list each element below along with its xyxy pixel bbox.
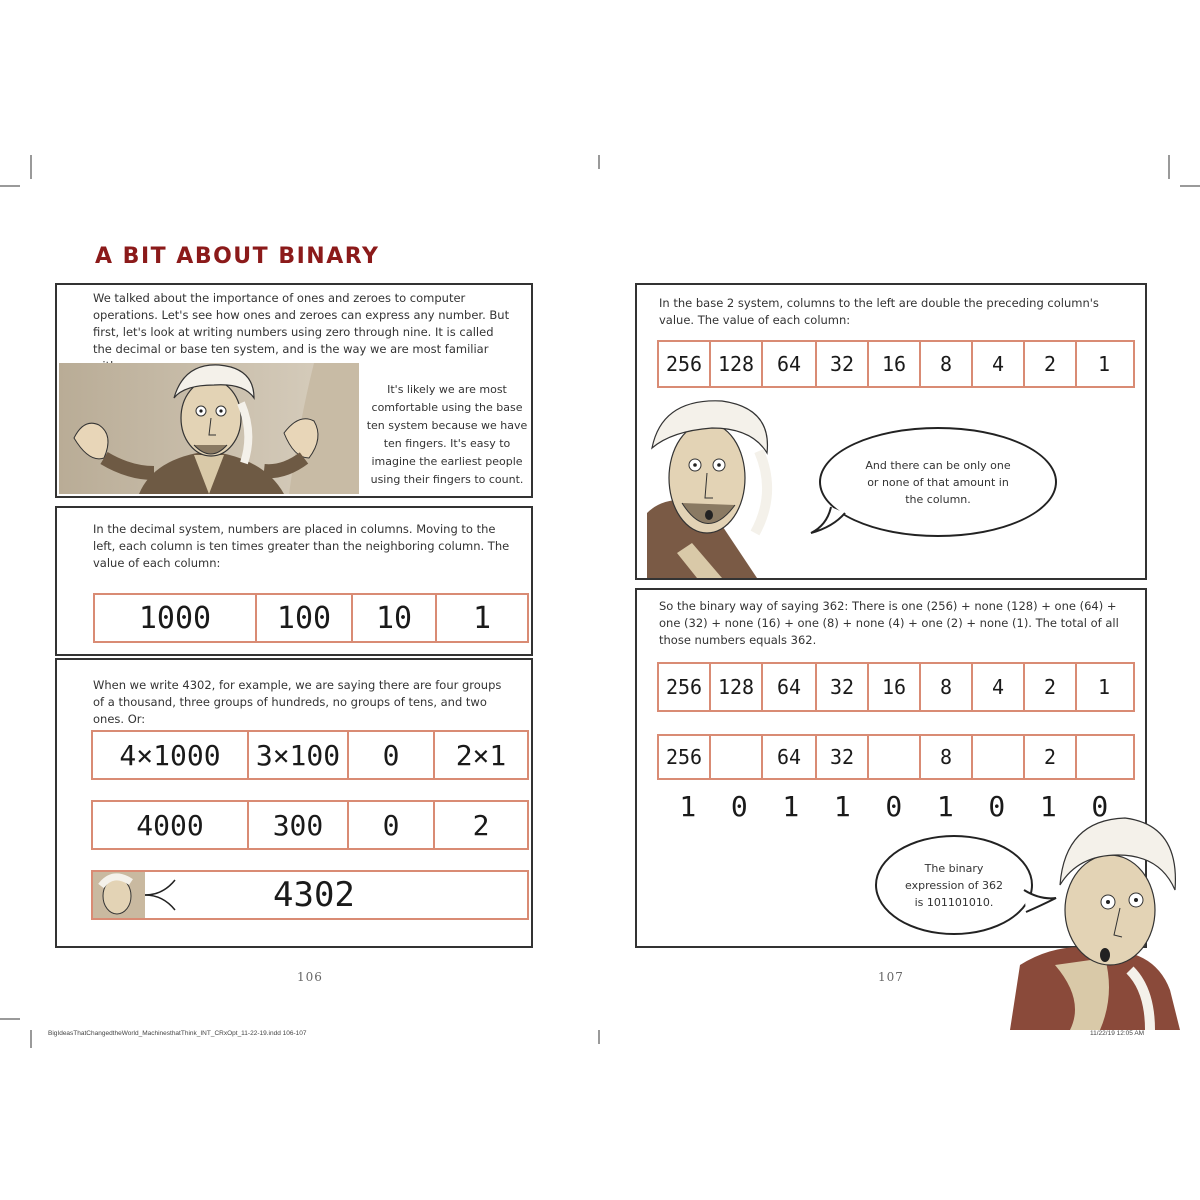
right-panel-binary-columns <box>635 283 1147 580</box>
speech-tail <box>809 505 849 535</box>
crop-mark <box>1180 185 1200 187</box>
binary-columns-row-2 <box>657 662 1135 712</box>
left-panel-decimal <box>55 506 533 656</box>
left-panel-expansion <box>55 658 533 948</box>
binary-column: 8 <box>921 342 973 386</box>
decimal-column: 100 <box>257 595 353 641</box>
binary-column: 8 <box>921 664 973 710</box>
product-cell: 2×1 <box>455 738 507 772</box>
result-row <box>91 870 529 920</box>
left-panel-decimal-text: In the decimal system, numbers are placed in columns. Moving to the left, each column is ten times greater than the neighboring column. The value of each column: <box>93 522 510 570</box>
product-cell: 4×1000 <box>93 732 249 778</box>
binary-column: 1 <box>1097 675 1111 699</box>
product-cell: 0 <box>349 732 435 778</box>
right-panel-conversion-text: So the binary way of saying 362: There is one (256) + none (128) + one (64) + one (32) + none (16) + one (8) + none (4) + one (2) + none (1). The total of all those numbers equals 362. <box>659 599 1119 647</box>
selected-column <box>1077 736 1131 778</box>
binary-column: 128 <box>711 342 763 386</box>
selected-column: 32 <box>817 736 869 778</box>
binary-digit: 0 <box>988 790 1006 823</box>
binary-column: 16 <box>869 664 921 710</box>
binary-digit: 0 <box>1091 790 1109 823</box>
decimal-column: 10 <box>353 595 437 641</box>
decimal-column: 1000 <box>95 595 257 641</box>
selected-column: 2 <box>1025 736 1077 778</box>
value-cell: 0 <box>349 802 435 848</box>
binary-column: 32 <box>817 342 869 386</box>
left-panel-illustration <box>55 363 533 498</box>
crop-mark <box>598 155 600 169</box>
crop-mark <box>30 155 32 179</box>
binary-digit: 0 <box>730 790 748 823</box>
binary-column: 64 <box>763 664 817 710</box>
left-panel-expansion-text: When we write 4302, for example, we are saying there are four groups of a thousand, three groups of hundreds, no groups of tens, and two ones. Or: <box>93 678 502 726</box>
crop-mark <box>0 185 20 187</box>
speech-bubble-right-1 <box>819 427 1057 537</box>
speech-bubble-text: The binary expression of 362 is 101101010. <box>905 861 1003 909</box>
decimal-column: 1 <box>472 600 492 636</box>
value-cell: 300 <box>249 802 349 848</box>
selected-column: 256 <box>659 736 711 778</box>
selected-columns-row <box>657 734 1135 780</box>
result-figure-cell <box>93 872 193 918</box>
binary-column: 2 <box>1025 664 1077 710</box>
scholar-portrait-right <box>637 393 787 578</box>
page-number-left: 106 <box>297 970 323 984</box>
binary-digit: 1 <box>833 790 851 823</box>
footer-timestamp: 11/22/19 12:05 AM <box>1090 1030 1145 1037</box>
footer-file-info: BigIdeasThatChangedtheWorld_MachinesthatThink_INT_CRxOpt_11-22-19.indd 106-107 <box>48 1030 307 1037</box>
binary-column: 256 <box>659 664 711 710</box>
binary-columns-row <box>657 340 1135 388</box>
crop-mark <box>1168 155 1170 179</box>
binary-digit: 0 <box>885 790 903 823</box>
selected-column <box>869 736 921 778</box>
decimal-columns-row <box>93 593 529 643</box>
speech-bubble-text: And there can be only one or none of that amount in the column. <box>865 458 1011 506</box>
binary-digit: 1 <box>679 790 697 823</box>
left-panel-intro <box>55 283 533 365</box>
binary-column: 2 <box>1025 342 1077 386</box>
products-row <box>91 730 529 780</box>
page-number-right: 107 <box>878 970 904 984</box>
product-cell: 3×100 <box>249 732 349 778</box>
binary-column: 4 <box>973 342 1025 386</box>
scholar-portrait-corner <box>1010 800 1180 1030</box>
binary-digit: 1 <box>936 790 954 823</box>
crop-mark <box>30 1030 32 1048</box>
binary-column: 64 <box>763 342 817 386</box>
binary-column: 32 <box>817 664 869 710</box>
left-panel-intro-text: We talked about the importance of ones and zeroes to computer operations. Let's see how ones and zeroes can express any number. But first, let's look at writing numbers using zero through nine. It is called the decimal or base ten system, and is the way we are most familiar <box>93 291 510 356</box>
selected-column <box>973 736 1025 778</box>
binary-column: 256 <box>659 342 711 386</box>
crop-mark <box>0 1018 20 1020</box>
binary-column: 1 <box>1097 352 1111 376</box>
value-cell: 2 <box>472 808 490 842</box>
value-cell: 4000 <box>93 802 249 848</box>
page-title: A BIT ABOUT BINARY <box>95 244 380 269</box>
binary-digit: 1 <box>782 790 800 823</box>
selected-column: 8 <box>921 736 973 778</box>
result-cell: 4302 <box>273 875 355 915</box>
scholar-illustration <box>59 363 359 494</box>
selected-column: 64 <box>763 736 817 778</box>
binary-column: 128 <box>711 664 763 710</box>
binary-digit: 1 <box>1039 790 1057 823</box>
binary-column: 16 <box>869 342 921 386</box>
left-panel-speech: It's likely we are most comfortable using the base ten system because we have ten fingers. It's easy to imagine the earliest people using their fingers to count. <box>366 383 528 486</box>
crop-mark <box>598 1030 600 1044</box>
right-panel-binary-text: In the base 2 system, columns to the left are double the preceding column's value. The value of each column: <box>659 296 1099 327</box>
selected-column <box>711 736 763 778</box>
binary-column: 4 <box>973 664 1025 710</box>
scholar-thumbnail <box>93 872 193 918</box>
values-row <box>91 800 529 850</box>
